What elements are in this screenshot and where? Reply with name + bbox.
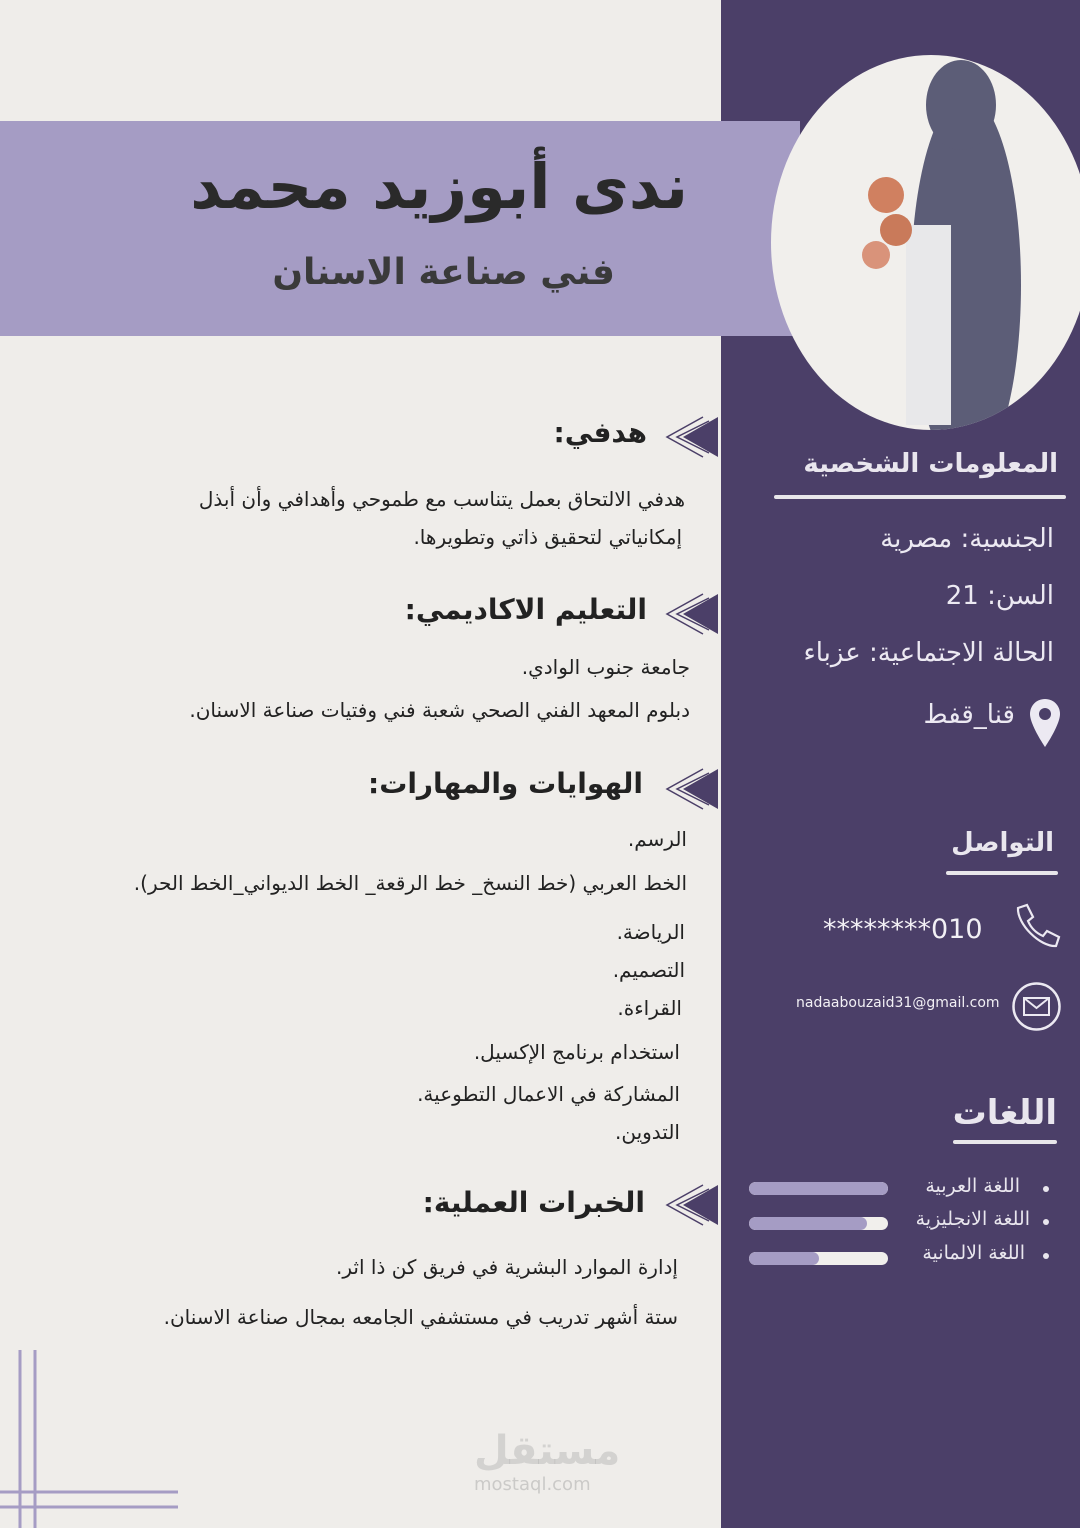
skill-item: القراءة.	[617, 996, 682, 1020]
email-icon	[1011, 981, 1062, 1032]
objective-line: هدفي الالتحاق بعمل يتناسب مع طموحي وأهدافي وأن أبذل	[198, 487, 685, 511]
language-level-fill	[749, 1217, 867, 1230]
age: السن: 21	[945, 581, 1054, 611]
candidate-name: ندى أبوزيد محمد	[190, 150, 688, 223]
experience-item: ستة أشهر تدريب في مستشفي الجامعه بمجال صناعة الاسنان.	[163, 1305, 678, 1329]
phone-number: 010********	[823, 914, 983, 945]
section-arrow-icon	[663, 1181, 718, 1229]
language-label: اللغة الالمانية	[922, 1242, 1025, 1264]
heading-underline	[953, 1140, 1057, 1144]
language-level-fill	[749, 1252, 819, 1265]
skill-item: التصميم.	[612, 958, 685, 982]
watermark-logo: مستقل	[474, 1428, 621, 1474]
language-label: اللغة الانجليزية	[915, 1208, 1030, 1230]
bullet	[1043, 1219, 1049, 1225]
objective-line: إمكانياتي لتحقيق ذاتي وتطويرها.	[413, 525, 682, 549]
marital-status: الحالة الاجتماعية: عزباء	[803, 638, 1054, 668]
section-arrow-icon	[663, 413, 718, 461]
contact-heading: التواصل	[951, 828, 1054, 858]
language-label: اللغة العربية	[925, 1175, 1020, 1197]
language-level-bar	[749, 1252, 888, 1265]
watermark-url: mostaql.com	[474, 1474, 591, 1495]
education-item: دبلوم المعهد الفني الصحي شعبة فني وفتيات صناعة الاسنان.	[189, 698, 690, 722]
section-arrow-icon	[663, 765, 718, 813]
decorative-lines	[0, 1350, 180, 1528]
objective-heading: هدفي:	[553, 416, 647, 449]
email-address: nadaabouzaid31@gmail.com	[796, 995, 1000, 1011]
skill-item: استخدام برنامج الإكسيل.	[473, 1040, 680, 1064]
profile-photo	[771, 55, 1080, 430]
languages-heading: اللغات	[952, 1093, 1057, 1133]
skill-item: التدوين.	[615, 1120, 680, 1144]
personal-info-heading: المعلومات الشخصية	[803, 449, 1058, 479]
location: قنا_قفط	[923, 700, 1015, 730]
heading-underline	[946, 871, 1058, 875]
experience-item: إدارة الموارد البشرية في فريق كن ذا اثر.	[336, 1255, 678, 1279]
skill-item: المشاركة في الاعمال التطوعية.	[417, 1082, 680, 1106]
skill-item: الخط العربي (خط النسخ_ خط الرقعة_ الخط الديواني_الخط الحر).	[133, 871, 687, 895]
education-item: جامعة جنوب الوادي.	[521, 655, 690, 679]
job-title: فني صناعة الاسنان	[272, 252, 615, 293]
location-pin-icon	[1028, 697, 1062, 749]
experience-heading: الخبرات العملية:	[422, 1186, 645, 1219]
skills-heading: الهوايات والمهارات:	[368, 767, 643, 800]
heading-underline	[774, 495, 1066, 499]
phone-icon	[1010, 902, 1062, 954]
skill-item: الرياضة.	[616, 920, 685, 944]
language-level-bar	[749, 1182, 888, 1195]
bullet	[1043, 1253, 1049, 1259]
education-heading: التعليم الاكاديمي:	[404, 593, 647, 626]
language-level-fill	[749, 1182, 888, 1195]
language-level-bar	[749, 1217, 888, 1230]
skill-item: الرسم.	[627, 827, 687, 851]
nationality: الجنسية: مصرية	[880, 524, 1054, 554]
section-arrow-icon	[663, 590, 718, 638]
bullet	[1043, 1186, 1049, 1192]
